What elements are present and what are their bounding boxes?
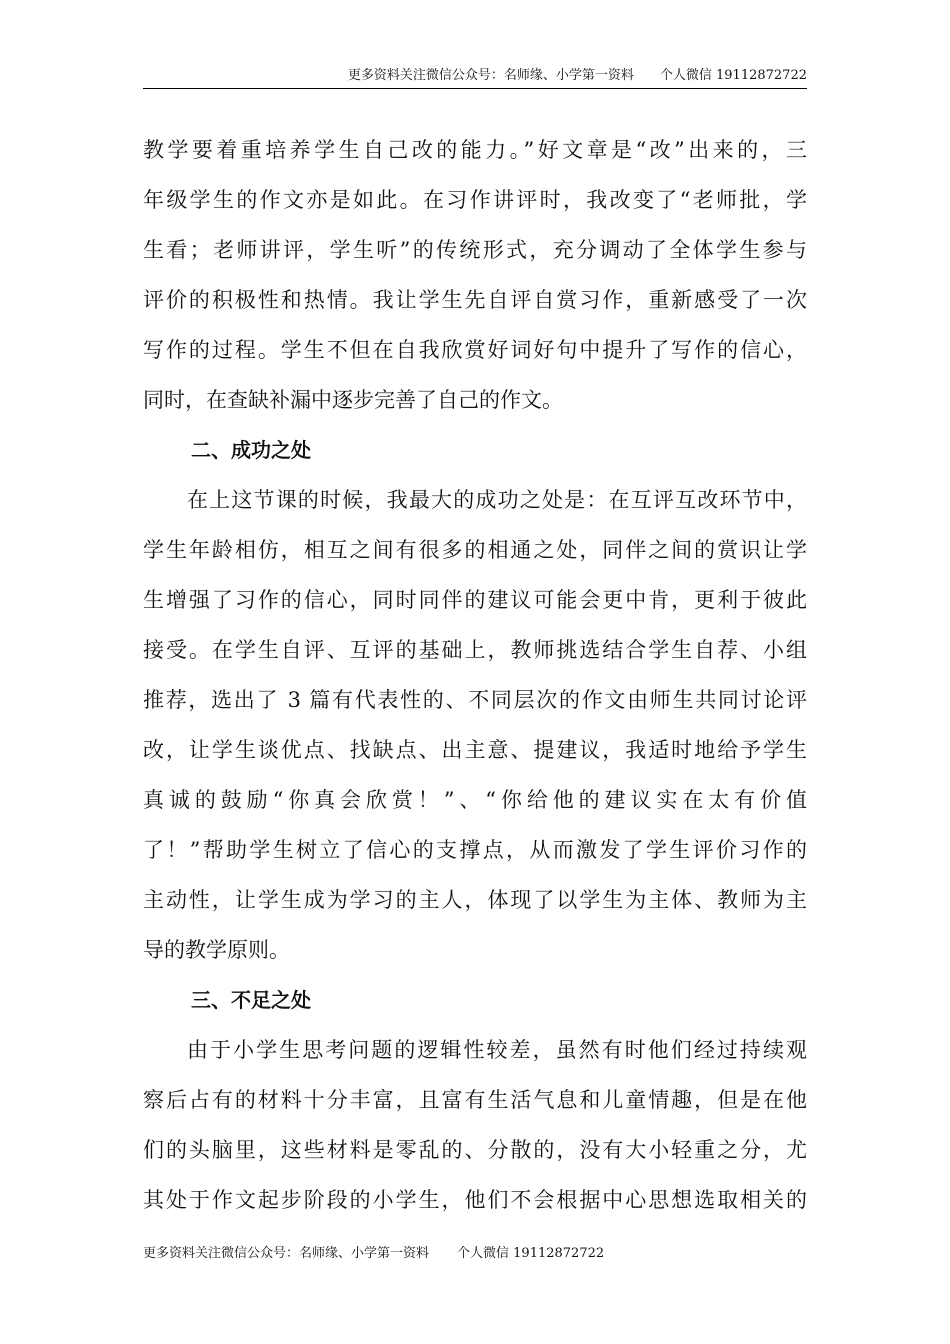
paragraph-line: 在上这节课的时候，我最大的成功之处是：在互评互改环节中， xyxy=(187,488,807,512)
footer-personal-wechat: 个人微信 19112872722 xyxy=(457,1246,605,1261)
paragraph-line: 学生年龄相仿，相互之间有很多的相通之处，同伴之间的赏识让学 xyxy=(143,538,807,562)
paragraph-line: 接受。在学生自评、互评的基础上，教师挑选结合学生自荐、小组 xyxy=(143,638,807,662)
paragraph-line: 推荐，选出了 3 篇有代表性的、不同层次的作文由师生共同讨论评 xyxy=(143,688,807,712)
footer-wechat-text: 更多资料关注微信公众号：名师缘、小学第一资料 xyxy=(143,1246,430,1261)
document-body xyxy=(143,125,807,1225)
paragraph-line: 真诚的鼓励“你真会欣赏！”、“你给他的建议实在太有价值 xyxy=(143,788,807,812)
header-personal-wechat: 个人微信 19112872722 xyxy=(659,68,807,83)
section-heading-shortcomings: 三、不足之处 xyxy=(191,988,311,1012)
paragraph-line: 生增强了习作的信心，同时同伴的建议可能会更中肯，更利于彼此 xyxy=(143,588,807,612)
header-wechat-text: 更多资料关注微信公众号：名师缘、小学第一资料 xyxy=(347,68,634,83)
page-header xyxy=(143,66,807,89)
section-heading-success: 二、成功之处 xyxy=(191,438,311,462)
paragraph-line: 了！”帮助学生树立了信心的支撑点，从而激发了学生评价习作的 xyxy=(143,838,807,862)
paragraph-line: 主动性，让学生成为学习的主人，体现了以学生为主体、教师为主 xyxy=(143,888,807,912)
page-footer xyxy=(143,1244,604,1264)
paragraph-line: 导的教学原则。 xyxy=(143,938,290,962)
paragraph-line: 写作的过程。学生不但在自我欣赏好词好句中提升了写作的信心， xyxy=(143,338,807,362)
paragraph-line: 由于小学生思考问题的逻辑性较差，虽然有时他们经过持续观 xyxy=(187,1038,807,1062)
paragraph-line: 教学要着重培养学生自己改的能力。”好文章是“改”出来的，三 xyxy=(143,138,807,162)
paragraph-line: 们的头脑里，这些材料是零乱的、分散的，没有大小轻重之分，尤 xyxy=(143,1138,807,1162)
paragraph-line: 改，让学生谈优点、找缺点、出主意、提建议，我适时地给予学生 xyxy=(143,738,807,762)
paragraph-line: 生看；老师讲评，学生听”的传统形式，充分调动了全体学生参与 xyxy=(143,238,807,262)
paragraph-line: 察后占有的材料十分丰富，且富有生活气息和儿童情趣，但是在他 xyxy=(143,1088,807,1112)
paragraph-line: 同时，在查缺补漏中逐步完善了自己的作文。 xyxy=(143,388,563,412)
paragraph-line: 其处于作文起步阶段的小学生，他们不会根据中心思想选取相关的 xyxy=(143,1188,807,1212)
paragraph-line: 评价的积极性和热情。我让学生先自评自赏习作，重新感受了一次 xyxy=(143,288,807,312)
paragraph-line: 年级学生的作文亦是如此。在习作讲评时，我改变了“老师批，学 xyxy=(143,188,807,212)
